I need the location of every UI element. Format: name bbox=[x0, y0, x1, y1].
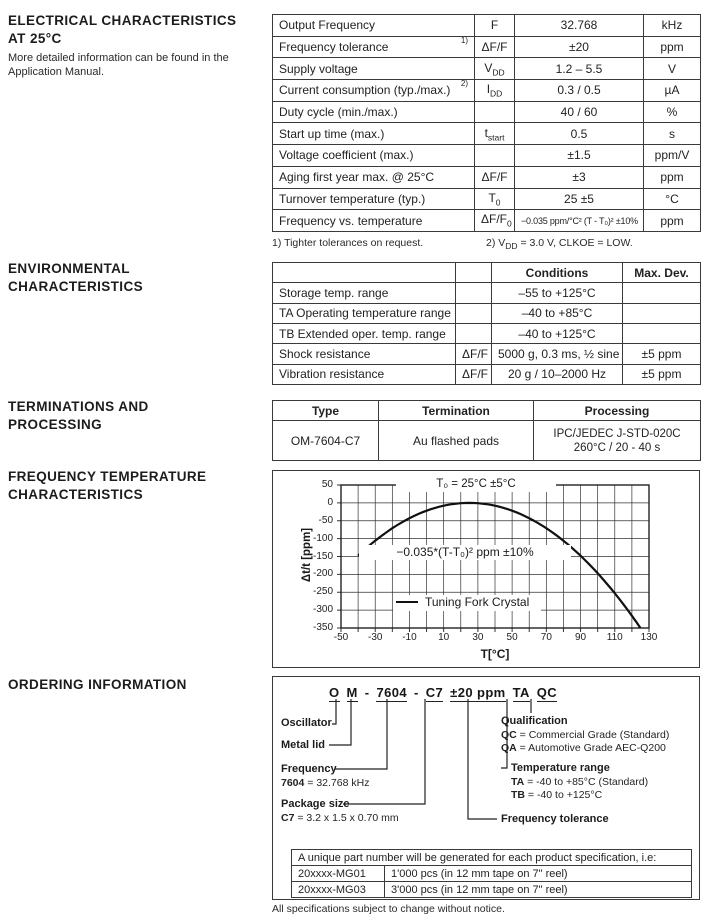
x-tick-label: 10 bbox=[438, 632, 450, 643]
footnote-ref: 2) bbox=[460, 79, 468, 89]
cell-value: ±1.5 bbox=[515, 145, 644, 167]
cell-part-desc: 3'000 pcs (in 12 mm tape on 7" reel) bbox=[385, 882, 692, 898]
cell-maxdev bbox=[623, 323, 701, 343]
parameter-label: Frequency tolerance bbox=[279, 40, 389, 55]
electrical-footnotes bbox=[272, 237, 700, 251]
cell-maxdev: ±5 ppm bbox=[623, 344, 701, 364]
cell-unit: % bbox=[644, 101, 701, 123]
table-header-row bbox=[292, 850, 692, 866]
header-cell-blank bbox=[273, 263, 456, 283]
callout-tb-detail: TB = -40 to +125°C bbox=[511, 789, 603, 801]
header-cell-conditions: Conditions bbox=[492, 263, 623, 283]
x-tick-label: 30 bbox=[472, 632, 484, 643]
cell-parameter bbox=[273, 101, 475, 123]
cell-unit: ppm/V bbox=[644, 145, 701, 167]
part-number-token: O bbox=[329, 685, 340, 700]
cell-symbol bbox=[475, 166, 515, 188]
heading-line: ENVIRONMENTAL bbox=[8, 261, 130, 276]
header-cell-maxdev: Max. Dev. bbox=[623, 263, 701, 283]
table-header-row bbox=[273, 263, 701, 283]
callout-frequency: Frequency bbox=[281, 763, 337, 775]
cell-termination: Au flashed pads bbox=[379, 421, 534, 461]
cell-conditions: 20 g / 10–2000 Hz bbox=[492, 364, 623, 384]
header-cell-processing: Processing bbox=[534, 401, 701, 421]
cell-symbol bbox=[475, 210, 515, 232]
cell-value: −0.035 ppm/°C² (T - T₀)² ±10% bbox=[515, 210, 644, 232]
x-tick-label: -30 bbox=[367, 632, 383, 643]
cell-conditions: –55 to +125°C bbox=[492, 283, 623, 303]
table-row bbox=[273, 421, 701, 461]
heading-line: ELECTRICAL CHARACTERISTICS bbox=[8, 13, 237, 28]
chart-title: T₀ = 25°C ±5°C bbox=[396, 477, 556, 492]
table-row bbox=[273, 344, 701, 364]
cell-symbol: ΔF/F bbox=[456, 364, 492, 384]
cell-symbol bbox=[475, 101, 515, 123]
table-row bbox=[292, 882, 692, 898]
cell-conditions: –40 to +85°C bbox=[492, 303, 623, 323]
y-tick-label: 0 bbox=[327, 496, 333, 508]
cell-symbol bbox=[456, 323, 492, 343]
part-number-separator: - bbox=[364, 685, 370, 700]
cell-symbol: ΔF/F bbox=[456, 344, 492, 364]
parameter-label: Start up time (max.) bbox=[279, 126, 385, 141]
part-number-table bbox=[291, 849, 692, 898]
section-heading-terminations bbox=[8, 398, 268, 434]
cell-parameter bbox=[273, 145, 475, 167]
symbol-subscript: DD bbox=[490, 88, 503, 99]
cell-parameter: TB Extended oper. temp. range bbox=[273, 323, 456, 343]
symbol-subscript: 0 bbox=[507, 218, 512, 229]
table-header-row bbox=[273, 401, 701, 421]
cell-symbol bbox=[475, 80, 515, 102]
y-tick-label: -150 bbox=[312, 550, 333, 562]
symbol-base: ΔF/F bbox=[481, 212, 508, 227]
table-row bbox=[273, 123, 701, 145]
header-cell-type: Type bbox=[273, 401, 379, 421]
table-row bbox=[273, 364, 701, 384]
terminations-table bbox=[272, 400, 701, 461]
parameter-label: Output Frequency bbox=[279, 18, 376, 33]
callout-temp-range: Temperature range bbox=[511, 762, 610, 774]
cell-conditions: –40 to +125°C bbox=[492, 323, 623, 343]
cell-symbol bbox=[475, 58, 515, 80]
callout-qa-detail: QA = Automotive Grade AEC-Q200 bbox=[501, 742, 666, 754]
table-row bbox=[292, 866, 692, 882]
y-axis-title: Δt/t [ppm] bbox=[301, 527, 313, 583]
heading-line: FREQUENCY TEMPERATURE bbox=[8, 469, 207, 484]
x-tick-label: -50 bbox=[333, 632, 349, 643]
cell-parameter bbox=[273, 80, 475, 102]
table-row bbox=[273, 36, 701, 58]
parameter-label: Duty cycle (min./max.) bbox=[279, 105, 398, 120]
part-number-token: M bbox=[346, 685, 358, 700]
cell-parameter bbox=[273, 166, 475, 188]
symbol-base: T bbox=[488, 190, 496, 205]
symbol-base: ΔF/F bbox=[481, 170, 508, 185]
processing-line: 260°C / 20 - 40 s bbox=[573, 441, 661, 454]
cell-maxdev bbox=[623, 303, 701, 323]
electrical-table bbox=[272, 14, 701, 232]
y-tick-label: -200 bbox=[312, 568, 333, 580]
cell-parameter: Shock resistance bbox=[273, 344, 456, 364]
heading-line: AT 25°C bbox=[8, 31, 62, 46]
table-row bbox=[273, 145, 701, 167]
cell-conditions: 5000 g, 0.3 ms, ½ sine bbox=[492, 344, 623, 364]
callout-oscillator: Oscillator bbox=[281, 717, 332, 729]
header-cell-termination: Termination bbox=[379, 401, 534, 421]
table-row bbox=[273, 283, 701, 303]
table-row bbox=[273, 15, 701, 37]
processing-line: IPC/JEDEC J-STD-020C bbox=[553, 427, 681, 440]
y-tick-label: -350 bbox=[312, 622, 333, 633]
heading-line: PROCESSING bbox=[8, 417, 103, 432]
cell-unit: ppm bbox=[644, 166, 701, 188]
part-number-token: TA bbox=[512, 685, 530, 700]
cell-type: OM-7604-C7 bbox=[273, 421, 379, 461]
cell-parameter bbox=[273, 123, 475, 145]
table-row bbox=[273, 58, 701, 80]
cell-parameter bbox=[273, 58, 475, 80]
callout-package-size: Package size bbox=[281, 798, 350, 810]
y-tick-label: -50 bbox=[318, 514, 333, 526]
table-row bbox=[273, 166, 701, 188]
cell-parameter bbox=[273, 210, 475, 232]
part-number-token: ±20 ppm bbox=[450, 685, 506, 700]
symbol-base: ΔF/F bbox=[481, 40, 508, 55]
table-row bbox=[273, 210, 701, 232]
cell-symbol bbox=[456, 283, 492, 303]
parameter-label: Current consumption (typ./max.) bbox=[279, 83, 451, 98]
table-row bbox=[273, 303, 701, 323]
legend-label: Tuning Fork Crystal bbox=[425, 595, 530, 609]
part-number-token: 7604 bbox=[376, 685, 408, 700]
cell-part-desc: 1'000 pcs (in 12 mm tape on 7" reel) bbox=[385, 866, 692, 882]
x-axis-title: T[°C] bbox=[480, 647, 510, 661]
cell-symbol bbox=[475, 36, 515, 58]
heading-line: ORDERING INFORMATION bbox=[8, 677, 187, 692]
part-number-token: C7 bbox=[425, 685, 444, 700]
part-number bbox=[329, 685, 564, 702]
callout-package-detail: C7 = 3.2 x 1.5 x 0.70 mm bbox=[281, 812, 399, 824]
section-heading-electrical bbox=[8, 12, 268, 48]
header-cell-blank bbox=[456, 263, 492, 283]
electrical-note bbox=[8, 51, 268, 79]
cell-value: 1.2 – 5.5 bbox=[515, 58, 644, 80]
freq-temp-chart bbox=[272, 470, 700, 668]
cell-parameter: Storage temp. range bbox=[273, 283, 456, 303]
x-tick-label: 130 bbox=[640, 632, 658, 643]
symbol-subscript: DD bbox=[492, 66, 505, 77]
cell-maxdev bbox=[623, 283, 701, 303]
cell-part-number: 20xxxx-MG01 bbox=[292, 866, 385, 882]
y-tick-label: -300 bbox=[312, 604, 333, 616]
x-tick-label: 110 bbox=[606, 632, 623, 643]
table-row bbox=[273, 323, 701, 343]
cell-value: ±20 bbox=[515, 36, 644, 58]
page-footer: All specifications subject to change without notice. bbox=[272, 903, 505, 915]
legend-line-sample bbox=[396, 601, 418, 603]
cell-unit: kHz bbox=[644, 15, 701, 37]
symbol-base: I bbox=[486, 82, 491, 97]
parameter-label: Frequency vs. temperature bbox=[279, 213, 423, 228]
ordering-box bbox=[272, 676, 700, 900]
symbol-subscript: start bbox=[487, 131, 505, 142]
heading-line: CHARACTERISTICS bbox=[8, 487, 144, 502]
y-tick-label: -100 bbox=[312, 532, 333, 544]
symbol-base: F bbox=[490, 18, 499, 33]
callout-metal-lid: Metal lid bbox=[281, 739, 326, 751]
section-heading-environmental bbox=[8, 260, 268, 296]
cell-symbol bbox=[475, 145, 515, 167]
cell-unit: s bbox=[644, 123, 701, 145]
cell-part-number: 20xxxx-MG03 bbox=[292, 882, 385, 898]
cell-processing bbox=[534, 421, 701, 461]
chart-legend bbox=[393, 595, 541, 611]
table-row bbox=[273, 188, 701, 210]
y-tick-label: 50 bbox=[321, 479, 333, 490]
cell-maxdev: ±5 ppm bbox=[623, 364, 701, 384]
x-tick-label: 70 bbox=[540, 632, 552, 643]
cell-parameter bbox=[273, 36, 475, 58]
footnote-ref: 1) bbox=[460, 36, 468, 46]
cell-value: ±3 bbox=[515, 166, 644, 188]
x-tick-label: -10 bbox=[402, 632, 417, 643]
cell-value: 32.768 bbox=[515, 15, 644, 37]
heading-line: TERMINATIONS AND bbox=[8, 399, 149, 414]
cell-value: 0.5 bbox=[515, 123, 644, 145]
section-heading-freqtemp bbox=[8, 468, 268, 504]
cell-unit: µA bbox=[644, 80, 701, 102]
parameter-label: Aging first year max. @ 25°C bbox=[279, 170, 435, 185]
table-row bbox=[273, 80, 701, 102]
cell-unit: V bbox=[644, 58, 701, 80]
callout-ta-detail: TA = -40 to +85°C (Standard) bbox=[511, 776, 649, 788]
cell-unit: ppm bbox=[644, 210, 701, 232]
note-line: More detailed information can be found in the bbox=[8, 52, 229, 64]
callout-frequency-detail: 7604 = 32.768 kHz bbox=[281, 777, 370, 789]
section-heading-ordering bbox=[8, 676, 268, 694]
cell-unit: ppm bbox=[644, 36, 701, 58]
cell-parameter bbox=[273, 188, 475, 210]
cell-value: 25 ±5 bbox=[515, 188, 644, 210]
cell-symbol bbox=[475, 15, 515, 37]
cell-symbol bbox=[475, 123, 515, 145]
callout-qc-detail: QC = Commercial Grade (Standard) bbox=[501, 729, 670, 741]
cell-parameter: TA Operating temperature range bbox=[273, 303, 456, 323]
x-tick-label: 90 bbox=[574, 632, 587, 643]
parameter-label: Supply voltage bbox=[279, 61, 358, 76]
cell-symbol bbox=[475, 188, 515, 210]
parameter-label: Turnover temperature (typ.) bbox=[279, 191, 426, 206]
symbol-subscript: 0 bbox=[495, 197, 501, 208]
table-row bbox=[273, 101, 701, 123]
callout-qualification: Qualification bbox=[501, 715, 568, 727]
environmental-table bbox=[272, 262, 701, 385]
chart-annotation: −0.035*(T-T₀)² ppm ±10% bbox=[359, 545, 571, 560]
cell-parameter: Vibration resistance bbox=[273, 364, 456, 384]
symbol-base: t bbox=[484, 125, 488, 140]
footnote-1: 1) Tighter tolerances on request. bbox=[272, 237, 424, 249]
y-tick-label: -250 bbox=[312, 586, 333, 598]
cell-parameter bbox=[273, 15, 475, 37]
callout-freq-tolerance: Frequency tolerance bbox=[501, 813, 609, 825]
part-number-token: QC bbox=[536, 685, 558, 700]
symbol-base: V bbox=[484, 60, 493, 75]
heading-line: CHARACTERISTICS bbox=[8, 279, 144, 294]
footnote-2: 2) $V_{DD} = 3.0$ V, CLKOE = LOW. bbox=[486, 237, 633, 252]
cell-unit: °C bbox=[644, 188, 701, 210]
cell-symbol bbox=[456, 303, 492, 323]
x-tick-label: 50 bbox=[506, 632, 518, 643]
cell-value: 40 / 60 bbox=[515, 101, 644, 123]
note-line: Application Manual. bbox=[8, 66, 105, 78]
cell-value: 0.3 / 0.5 bbox=[515, 80, 644, 102]
part-number-separator: - bbox=[414, 685, 419, 700]
unique-note: A unique part number will be generated for each product specification, i.e: bbox=[292, 850, 692, 866]
parameter-label: Voltage coefficient (max.) bbox=[279, 148, 414, 163]
